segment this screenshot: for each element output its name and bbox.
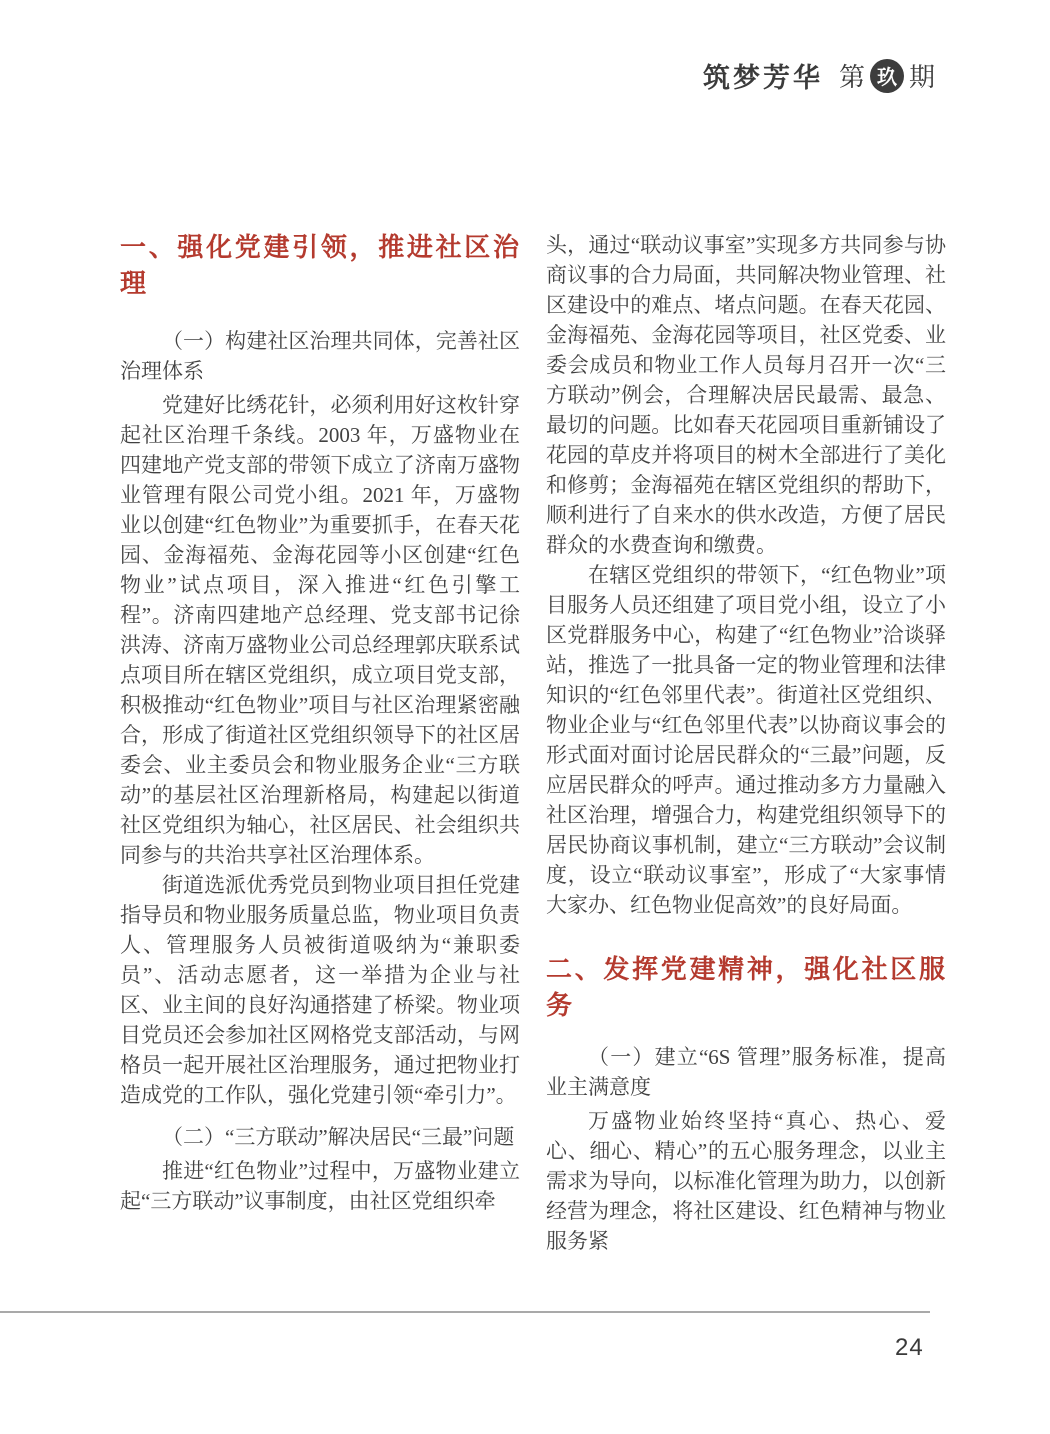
section-2-heading: 二、发挥党建精神，强化社区服务 bbox=[546, 955, 946, 1020]
paragraph: 推进“红色物业”过程中，万盛物业建立起“三方联动”议事制度，由社区党组织牵 bbox=[120, 1159, 520, 1213]
left-column bbox=[120, 230, 520, 1256]
paragraph: 党建好比绣花针，必须利用好这枚针穿起社区治理千条线。2003 年，万盛物业在四建地产党支部的带领下成立了济南万盛物业管理有限公司党小组。2021 年，万盛物业以创建“红色物业”为重要抓手，在春天花园、金海福苑、金海花园等小区创建“红色物业”试点项目，深入推进“红色引擎工程”。济南四建地产总经理、党支部书记徐洪涛、济南万盛物业公司总经理郭庆联系试点项目所在辖区党组织，成立项目党支部，积极推动“红色物业”项目与社区治理紧密融合，形成了街道社区党组织领导下的社区居委会、业主委员会和物业服务企业“三方联动”的基层社区治理新格局，构建起以街道社区党组织为轴心，社区居民、社会组织共同参与的共治共享社区治理体系。 bbox=[120, 393, 520, 867]
issue-suffix: 期 bbox=[908, 62, 935, 92]
issue-number-badge: 玖 bbox=[870, 59, 904, 93]
journal-title: 筑梦芳华 bbox=[702, 63, 823, 93]
subsection-heading: （一）构建社区治理共同体，完善社区治理体系 bbox=[120, 329, 520, 383]
section-1-heading: 一、强化党建引领，推进社区治理 bbox=[120, 233, 520, 298]
right-column bbox=[546, 230, 946, 1256]
footer-rule bbox=[0, 1311, 930, 1313]
page-header bbox=[703, 56, 935, 95]
paragraph: 街道选派优秀党员到物业项目担任党建指导员和物业服务质量总监，物业项目负责人、管理服务人员被街道吸纳为“兼职委员”、活动志愿者，这一举措为企业与社区、业主间的良好沟通搭建了桥梁。物业项目党员还会参加社区网格党支部活动，与网格员一起开展社区治理服务，通过把物业打造成党的工作队，强化党建引领“牵引力”。 bbox=[120, 873, 520, 1107]
issue-prefix: 第 bbox=[838, 62, 865, 92]
paragraph: 万盛物业始终坚持“真心、热心、爱心、细心、精心”的五心服务理念，以业主需求为导向，以标准化管理为助力，以创新经营为理念，将社区建设、红色精神与物业服务紧 bbox=[546, 1109, 946, 1253]
subsection-heading: （一）建立“6S 管理”服务标准，提高业主满意度 bbox=[546, 1045, 946, 1099]
subsection-heading: （二）“三方联动”解决居民“三最”问题 bbox=[162, 1125, 515, 1149]
paragraph: 在辖区党组织的带领下，“红色物业”项目服务人员还组建了项目党小组，设立了小区党群服务中心，构建了“红色物业”洽谈驿站，推选了一批具备一定的物业管理和法律知识的“红色邻里代表”。街道社区党组织、物业企业与“红色邻里代表”以协商议事会的形式面对面讨论居民群众的“三最”问题，反应居民群众的呼声。通过推动多方力量融入社区治理，增强合力，构建党组织领导下的居民协商议事机制，建立“三方联动”会议制度，设立“联动议事室”，形成了“大家事情大家办、红色物业促高效”的良好局面。 bbox=[546, 563, 946, 917]
issue-label bbox=[839, 57, 935, 94]
page-number: 24 bbox=[895, 1334, 924, 1361]
paragraph: 头，通过“联动议事室”实现多方共同参与协商议事的合力局面，共同解决物业管理、社区建设中的难点、堵点问题。在春天花园、金海福苑、金海花园等项目，社区党委、业委会成员和物业工作人员每月召开一次“三方联动”例会，合理解决居民最需、最急、最切的问题。比如春天花园项目重新铺设了花园的草皮并将项目的树木全部进行了美化和修剪；金海福苑在辖区党组织的帮助下，顺利进行了自来水的供水改造，方便了居民群众的水费查询和缴费。 bbox=[546, 233, 946, 557]
article-body bbox=[120, 230, 946, 1256]
